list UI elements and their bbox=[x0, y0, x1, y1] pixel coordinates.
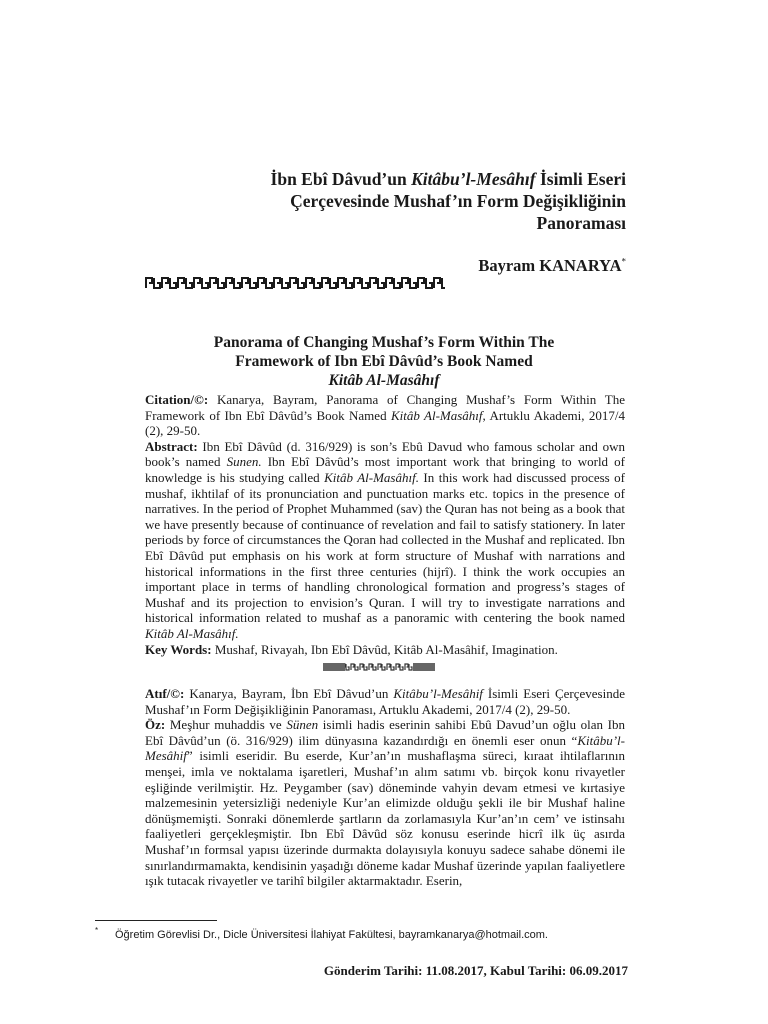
oz-text: isimli hadis eserinin sahibi Ebû Davud’un oğlu olan Ibn Ebî Dâvûd’un (ö. 316/929) ilim dünyasına kazandırdığı en önemli eser onun “ bbox=[145, 717, 625, 748]
footnote-text: Öğretim Görevlisi Dr., Dicle Üniversitesi İlahiyat Fakültesi, bayramkanarya@hotmail.com. bbox=[115, 929, 548, 941]
title-book-name: Kitâbu’l-Mesâhıf bbox=[411, 169, 536, 189]
atif-text: Kanarya, Bayram, İbn Ebî Dâvud’un bbox=[184, 686, 394, 701]
atif-paragraph bbox=[145, 686, 625, 717]
english-title-line-1: Panorama of Changing Mushaf’s Form Within The bbox=[213, 334, 555, 351]
abstract-paragraph bbox=[145, 439, 625, 642]
submission-dates: Gönderim Tarihi: 11.08.2017, Kabul Tarihi: 06.09.2017 bbox=[323, 963, 628, 978]
oz-italic-text: Kitâbu’l-Mesâhif bbox=[145, 732, 625, 764]
citation-text: Kanarya, Bayram, Panorama of Changing Mushaf’s Form Within The Framework of Ibn Ebî Dâvûd’s Book Named bbox=[145, 392, 625, 423]
oz-text: ” isimli eseridir. Bu eserde, Kur’an’ın mushaflaşma süreci, kıraat ihtilaflarının menşei, imla ve noktalama işaretleri, Mushaf’ın alım satımı vb. birçok konu rivayetler eşliğinde verilmiştir. Hz. Peygamber (sav) döneminde vahyin devam etmesi ve kırtasiye malzemesinin yetersizliği nedeniyle Kur’an elimizde olduğu şekli ile bir Mushaf haline dönüşmemişti. Sonraki dönemlerde şartların da zorlamasıyla Kur’an’ın cem’ ve istinsahı faaliyetleri gerçekleşmiştir. Ibn Ebî Dâvûd söz konusu eserinde hicrî ilk üç asırda Mushaf’ın formsal yapısı üzerinde durmakta dolayısıyla konuyu sadece sahabe dönemi ile sınırlandırmamakta, kendisinin yaşadığı döneme kadar Mushaf üzerinde yapılan faaliyetlere ışık tutacak rivayetler ve tarihî bilgiler aktarmaktadır. Eserin, bbox=[145, 748, 625, 889]
citation-book-name: Kitâb Al-Masâhıf bbox=[390, 407, 483, 423]
atif-label: Atıf/©: bbox=[145, 686, 185, 701]
abstract-italic-text: Kitâb Al-Masâhıf. bbox=[324, 469, 419, 485]
author-footnote-mark: * bbox=[621, 256, 626, 267]
turkish-abstract-block bbox=[145, 686, 625, 889]
author-name bbox=[478, 256, 626, 276]
keywords-text: Mushaf, Rivayah, Ibn Ebî Dâvûd, Kitâb Al-Masâhif, Imagination. bbox=[211, 641, 558, 657]
section-divider-ornament bbox=[323, 663, 435, 671]
atif-text: İsimli Eseri Çerçevesinde Mushaf’ın Form Değişikliğinin Panoraması, Artuklu Akademi, 2017/4 (2), 29-50. bbox=[145, 686, 625, 717]
keywords-paragraph bbox=[145, 642, 625, 658]
citation-paragraph bbox=[145, 392, 625, 439]
english-title-line-3: Kitâb Al-Masâhıf bbox=[328, 372, 440, 389]
abstract-text: In this work had discussed process of mushaf, ikhtilaf of its pronunciation and punctuation marks etc. topics in the presence of narratives. In the period of Prophet Muhammed (sav) the Quran has not being as a book that we have presently because of continuance of revelation and fail to satisfy stationery. In later periods by force of circumstances the Qoran had collected in the Mushaf and replicated. Ibn Ebî Dâvûd put emphasis on his work at form structure of Mushaf with narrations and historical informations in the first three centuries (hijrî). I think the work occupies an important place in terms of handling chronological formation and progress’s stages of Mushaf and its projection to envision’s Quran. I will try to investigate narrations and historical information related to mushaf as a panoramic with centering the book named bbox=[145, 469, 626, 626]
english-abstract-block bbox=[145, 392, 625, 657]
oz-text: Meşhur muhaddis ve bbox=[165, 717, 287, 733]
keywords-label: Key Words: bbox=[145, 641, 212, 657]
turkish-title-line-1 bbox=[150, 168, 626, 190]
title-text: İsimli Eseri bbox=[535, 169, 626, 189]
footnote-mark: * bbox=[95, 926, 99, 935]
atif-book-name: Kitâbu’l-Mesâhif bbox=[393, 686, 483, 701]
decorative-ornament-band bbox=[145, 276, 445, 290]
abstract-italic-text: Sunen. bbox=[226, 454, 262, 470]
author-name-text: Bayram KANARYA bbox=[478, 256, 622, 275]
abstract-text: Ibn Ebî Dâvûd (d. 316/929) is son’s Ebû Davud who famous scholar and own book’s named bbox=[145, 438, 625, 470]
footnote-separator bbox=[95, 920, 217, 921]
oz-italic-text: Sünen bbox=[286, 717, 319, 733]
abstract-text: Ibn Ebî Dâvûd’s most important work that bringing to world of knowledge is his studying called bbox=[145, 454, 626, 485]
abstract-italic-text: Kitâb Al-Masâhıf. bbox=[145, 625, 239, 641]
title-text: İbn Ebî Dâvud’un bbox=[270, 169, 412, 189]
turkish-title bbox=[150, 168, 626, 234]
oz-paragraph bbox=[145, 717, 625, 889]
english-title bbox=[145, 333, 623, 390]
turkish-title-line-3: Panoraması bbox=[536, 213, 626, 233]
abstract-label: Abstract: bbox=[145, 438, 198, 454]
english-title-line-2: Framework of Ibn Ebî Dâvûd’s Book Named bbox=[235, 353, 533, 370]
citation-label: Citation/©: bbox=[145, 392, 209, 407]
citation-text: , Artuklu Akademi, 2017/4 (2), 29-50. bbox=[145, 407, 625, 439]
oz-label: Öz: bbox=[145, 717, 166, 733]
turkish-title-line-2: Çerçevesinde Mushaf’ın Form Değişikliğinin bbox=[290, 191, 626, 211]
